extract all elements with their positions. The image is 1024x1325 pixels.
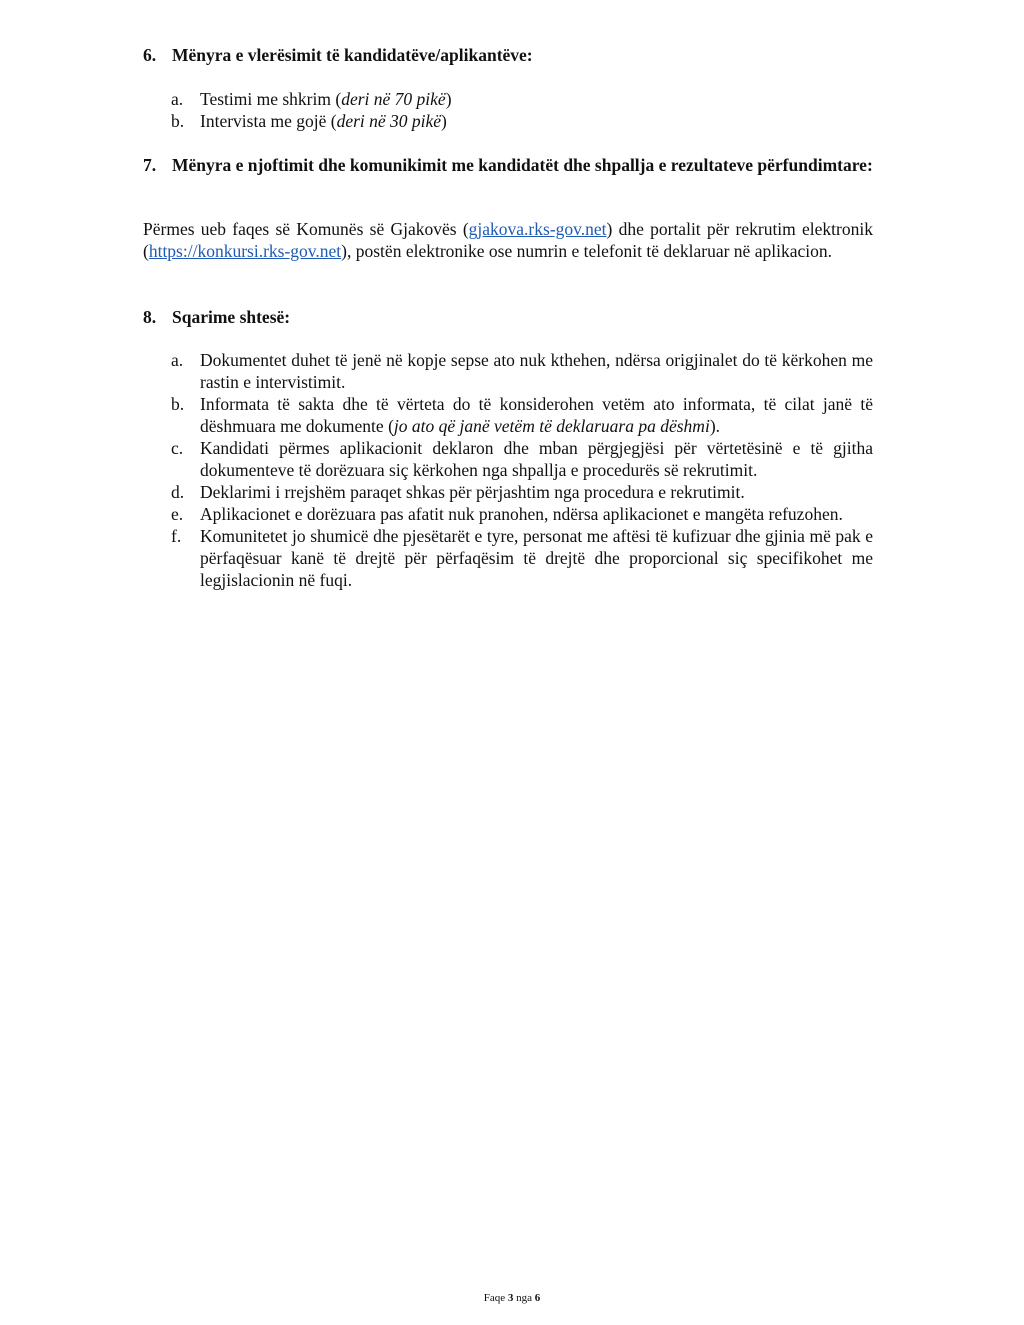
list-item [171,437,873,481]
list-item-text: Dokumentet duhet të jenë në kopje sepse ato nuk kthehen, ndërsa origjinalet do të kërkohen me rastin e intervistimit. [200,350,873,392]
footer-current-page: 3 [507,1292,514,1304]
list-item-text: Kandidati përmes aplikacionit deklaron dhe mban përgjegjësi për vërtetësinë e të gjitha dokumenteve të dorëzuara siç kërkohen nga shpallja e procedurës së rekrutimit. [200,438,873,480]
page-footer [0,1291,1024,1305]
section-8-number: 8. [143,307,157,327]
list-item-text: Informata të sakta dhe të vërteta do të konsiderohen vetëm ato informata, të cilat janë të dëshmuara me dokumente (jo ato që janë vetëm të deklaruara pa dëshmi). [200,394,873,436]
footer-middle: nga [516,1292,533,1304]
list-marker: b. [171,111,185,131]
konkursi-link[interactable]: https://konkursi.rks-gov.net [148,241,342,261]
list-item [171,503,873,525]
section-7-number: 7. [143,155,157,175]
list-item [171,393,873,437]
section-8-title: Sqarime shtesë: [172,307,291,327]
list-marker: e. [171,504,184,524]
section-7-paragraph: Përmes ueb faqes së Komunës së Gjakovës (gjakova.rks-gov.net) dhe portalit për rekrutim elektronik (https://konkursi.rks-gov.net), postën elektronike ose numrin e telefonit të deklaruar në aplikacion. [143,219,873,261]
list-marker: b. [171,394,185,414]
list-item-text: Aplikacionet e dorëzuara pas afatit nuk pranohen, ndërsa aplikacionet e mangëta refuzohen. [200,504,843,524]
section-7-heading [143,154,873,176]
list-marker: d. [171,482,185,502]
section-6-title: Mënyra e vlerësimit të kandidatëve/aplikantëve: [172,45,533,65]
section-6-number: 6. [143,45,157,65]
list-marker: f. [171,526,182,546]
section-6-heading [143,44,873,66]
list-item-text: Deklarimi i rrejshëm paraqet shkas për përjashtim nga procedura e rekrutimit. [200,482,745,502]
section-6-list [171,88,873,132]
list-marker: a. [171,89,184,109]
list-item-text: Testimi me shkrim (deri në 70 pikë) [200,89,452,109]
section-8-list [171,349,873,591]
footer-total-pages: 6 [534,1292,541,1304]
list-item-text: Intervista me gojë (deri në 30 pikë) [200,111,447,131]
list-item [171,481,873,503]
section-7-title: Mënyra e njoftimit dhe komunikimit me kandidatët dhe shpallja e rezultateve përfundimtare: [172,155,873,175]
list-item [171,349,873,393]
list-item [171,88,873,110]
list-marker: a. [171,350,184,370]
list-item [171,525,873,591]
list-item [171,110,873,132]
list-marker: c. [171,438,184,458]
list-item-text: Komunitetet jo shumicë dhe pjesëtarët e tyre, personat me aftësi të kufizuar dhe gjinia më pak e përfaqësuar kanë të drejtë për përfaqësim të drejtë dhe proporcional siç specifikohet me legjislacionin në fuqi. [200,526,873,590]
section-8-heading [143,306,873,328]
footer-prefix: Faqe [483,1292,506,1304]
gjakova-link[interactable]: gjakova.rks-gov.net [468,219,607,239]
